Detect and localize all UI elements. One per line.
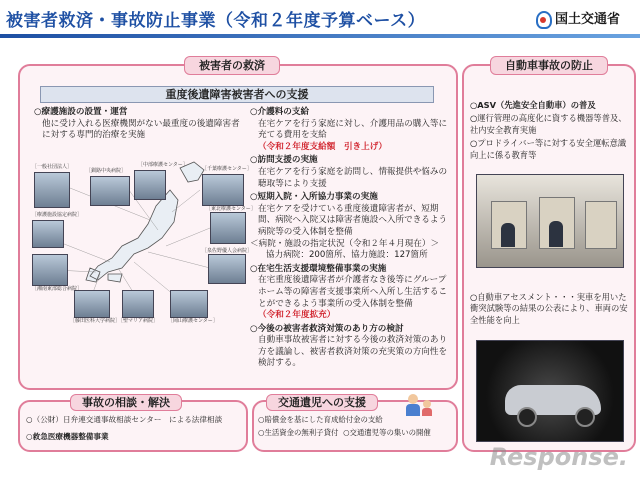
facility-photo xyxy=(170,290,208,318)
training-photo xyxy=(476,174,624,268)
ministry-logo-icon xyxy=(536,11,552,29)
map-label: ［千葉療護センター］ xyxy=(202,166,252,172)
consultation-item: ○救急医療機器整備事業 xyxy=(26,432,109,441)
facility-photo xyxy=(134,170,166,200)
facility-photo xyxy=(208,254,246,284)
asv-item: ○ASV（先進安全自動車）の普及 xyxy=(470,100,596,110)
support-list xyxy=(250,107,448,370)
watermark: Response. xyxy=(489,443,628,471)
facility-photo xyxy=(122,290,154,318)
facility-photo xyxy=(34,172,70,208)
consultation-tag: 事故の相談・解決 xyxy=(70,394,182,411)
care-fee-note: （令和２年度支給額 引き上げ） xyxy=(258,141,387,152)
map-label: ［泉佐野優人会病院］ xyxy=(202,248,253,254)
orphans-item-loan: ○生活資金の無利子貸付 xyxy=(258,428,339,437)
care-fee-heading: ○介護料の支給 xyxy=(250,107,310,117)
map-label: ［一般社団法人］ xyxy=(32,164,73,170)
prevention-list xyxy=(470,100,628,161)
facility-photo xyxy=(32,254,68,286)
wheel-icon xyxy=(517,407,537,427)
consultation-item: ○（公財）日弁連交通事故相談センター による法律相談 xyxy=(26,415,223,424)
ministry-logo xyxy=(536,8,620,29)
crash-test-photo xyxy=(476,340,624,442)
wheel-icon xyxy=(575,407,595,427)
map-label: ［療護施設協定病院］ xyxy=(32,212,83,218)
simulator-booth-icon xyxy=(585,201,617,249)
orphans-tag: 交通遺児への支援 xyxy=(266,394,378,411)
map-label: ［釧路中央病院］ xyxy=(86,168,127,174)
map-label: ［中部療護センター］ xyxy=(138,162,188,168)
child-figure-icon xyxy=(423,400,431,408)
page-title: 被害者救済・事故防止事業（令和２年度予算ベース） xyxy=(6,11,426,31)
orphans-item-gathering: ○交通遺児等の集いの開催 xyxy=(343,428,431,437)
care-fee-body: 在宅ケアを行う家庭に対し、介護用品の購入等に充てる費用を支給 xyxy=(258,118,448,141)
map-label: ［藤田医科大学病院］ xyxy=(70,318,121,324)
title-rule xyxy=(0,34,640,38)
consultation-list xyxy=(26,414,240,442)
assessment-item: ○自動車アセスメント・・・実車を用いた衝突試験等の結果の公表により、車両の安全性能を向上 xyxy=(470,292,628,325)
visit-body: 在宅ケアを行う家庭を訪問し、情報提供や悩みの聴取等により支援 xyxy=(258,166,448,189)
medical-facility-section xyxy=(34,107,246,142)
management-item: ○運行管理の高度化に資する機器等普及、社内安全教育実施 xyxy=(470,113,627,135)
parent-figure-icon xyxy=(408,394,418,404)
ministry-name: 国土交通省 xyxy=(555,12,621,27)
accident-prevention-tag: 自動車事故の防止 xyxy=(490,56,608,75)
designation-status-title: ＜病院・施設の指定状況（令和２年４月現在）＞ xyxy=(250,238,440,249)
facility-photo xyxy=(32,220,64,248)
medical-facility-heading: ○療護施設の設置・運営 xyxy=(34,107,128,117)
facility-photo xyxy=(210,212,246,244)
driver-item: ○プロドライバー等に対する安全運転意識向上に係る教育等 xyxy=(470,138,627,160)
medical-facility-body: 他に受け入れる医療機関がない最重度の後遺障害者に対する専門的治療を実施 xyxy=(42,118,240,141)
map-label: ［岡山療護センター］ xyxy=(168,318,218,324)
home-life-heading: ○在宅生活支援環境整備事業の実施 xyxy=(250,263,387,274)
short-stay-heading: ○短期入院・入所協力事業の実施 xyxy=(250,192,378,203)
future-body: 自動車事故被害者に対する今後の救済対策のあり方を議論し、被害者救済対策の充実策の方向性を検討する。 xyxy=(258,335,448,369)
orphans-item: ○賠償金を基にした育成給付金の支給 xyxy=(258,415,383,424)
orphans-list xyxy=(258,414,452,438)
facility-map xyxy=(30,150,256,328)
orphans-item xyxy=(258,427,452,438)
facility-photo xyxy=(90,176,130,206)
home-life-note: （令和２年度拡充） xyxy=(258,310,336,321)
map-label: ［東北療護センター］ xyxy=(206,206,256,212)
map-label: ［聖マリア病院］ xyxy=(118,318,159,324)
map-label: ［湘南東部総合病院］ xyxy=(32,286,83,292)
designation-status-body: 協力病院：200箇所、協力施設：127箇所 xyxy=(266,250,428,261)
trainee-icon xyxy=(501,223,515,247)
short-stay-body: 在宅ケアを受けている重度後遺障害者が、短期間、病院へ入院又は障害者施設へ入所できるよう病院等の受入体制を整備 xyxy=(258,203,448,237)
home-life-body: 在宅重度後遺障害者が介護者なき後等にグループホーム等の障害者支援事業所へ入所し生活することができるよう事業所の受入体制を整備 xyxy=(258,275,448,309)
facility-photo xyxy=(74,290,110,318)
severe-disability-header: 重度後遺障害被害者への支援 xyxy=(40,86,434,103)
future-heading: ○今後の被害者救済対策のあり方の検討 xyxy=(250,323,404,334)
facility-photo xyxy=(202,174,244,206)
victim-relief-tag: 被害者の救済 xyxy=(184,56,280,75)
trainee-icon xyxy=(549,221,563,247)
visit-heading: ○訪問支援の実施 xyxy=(250,155,318,166)
